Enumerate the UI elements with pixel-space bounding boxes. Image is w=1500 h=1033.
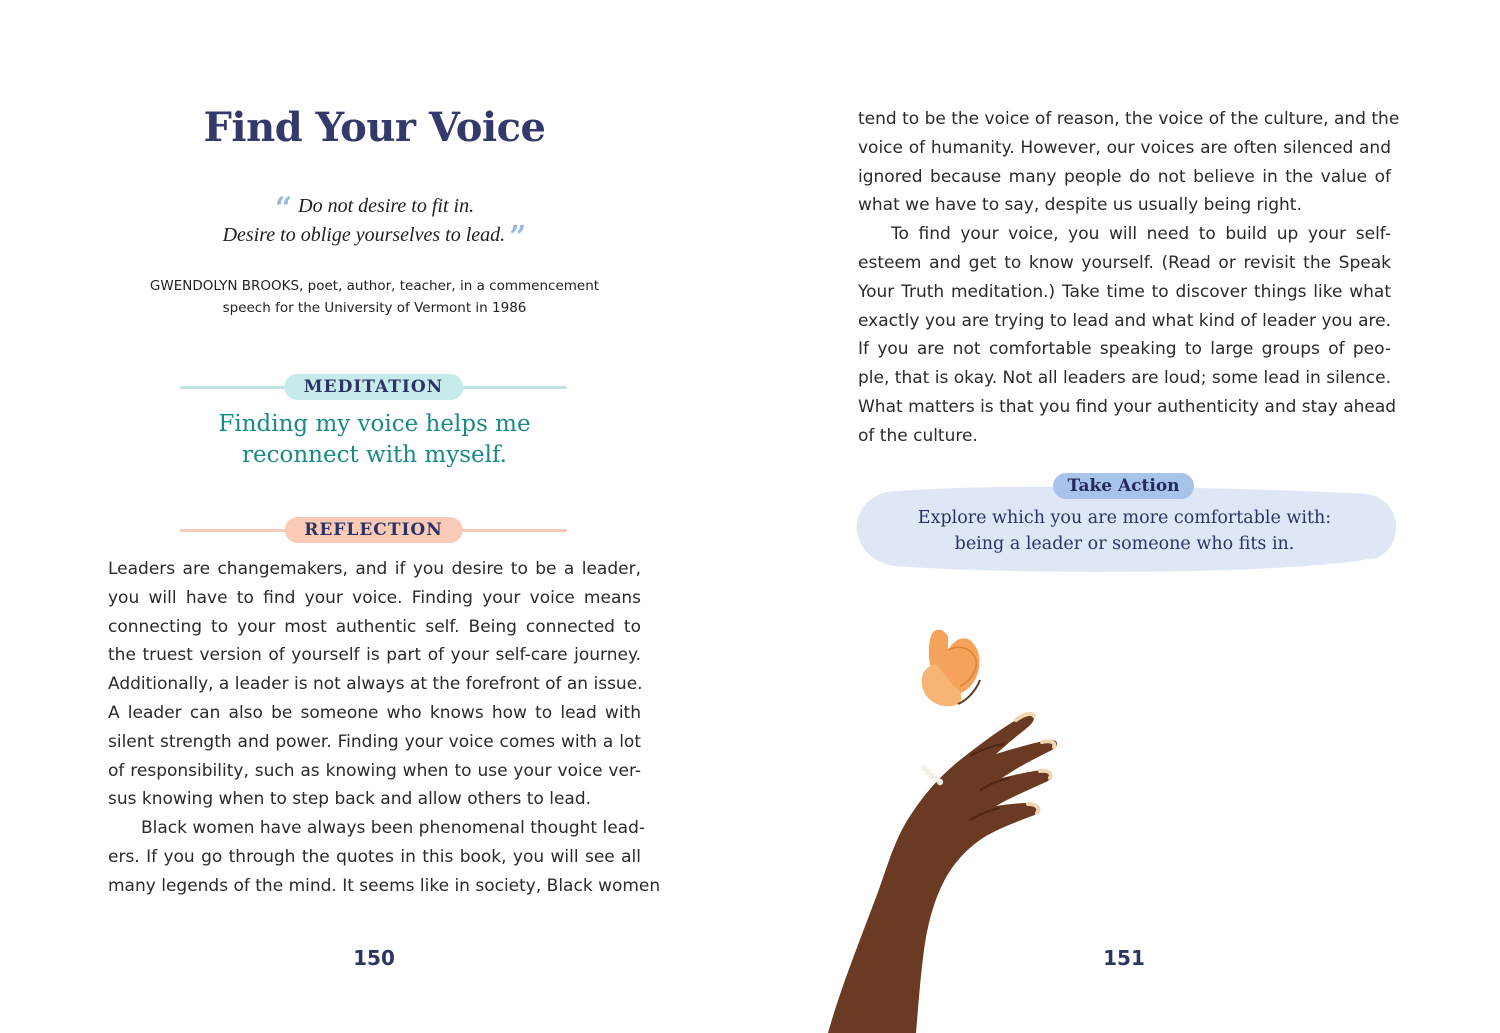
body-line: ignored because many people do not believe in the value of (858, 166, 1391, 187)
affirmation-line-2: reconnect with myself. (242, 442, 507, 468)
body-line: If you are not comfortable speaking to large groups of peo- (858, 339, 1391, 360)
open-quote-icon: “ (274, 191, 293, 226)
quote-line-2 (108, 220, 641, 255)
take-action-text (858, 505, 1391, 557)
take-action-label: Take Action (1053, 473, 1194, 499)
close-quote-icon: ” (509, 220, 527, 255)
take-action-line-1: Explore which you are more comfortable with: (917, 508, 1332, 528)
body-line: voice of humanity. However, our voices are often silenced and (858, 137, 1391, 158)
body-line: connecting to your most authentic self. Being connected to (108, 616, 641, 637)
body-line: the truest version of yourself is part of your self-care journey. (108, 645, 641, 666)
body-line: To find your voice, you will need to build up your self- (891, 224, 1391, 245)
reflection-banner (180, 517, 567, 543)
meditation-label: MEDITATION (284, 374, 463, 400)
quote-line-1 (108, 191, 641, 226)
body-line: exactly you are trying to lead and what kind of leader you are. (858, 310, 1391, 331)
body-line: Leaders are changemakers, and if you desire to be a leader, (108, 559, 641, 579)
quote-attribution (108, 275, 641, 319)
page-title: Find Your Voice (203, 104, 546, 151)
attribution-line-2: speech for the University of Vermont in 1986 (222, 300, 527, 316)
body-line: Your Truth meditation.) Take time to discover things like what (858, 281, 1391, 302)
page-number-left: 150 (353, 946, 395, 970)
affirmation-line-1: Finding my voice helps me (218, 411, 531, 437)
body-line: you will have to find your voice. Finding your voice means (108, 587, 641, 608)
body-line: many legends of the mind. It seems like in society, Black women (108, 875, 661, 896)
hand-with-butterfly-icon (820, 620, 1070, 1033)
body-line: Black women have always been phenomenal thought lead- (141, 818, 645, 839)
take-action-line-2: being a leader or someone who fits in. (954, 534, 1295, 554)
body-line: ple, that is okay. Not all leaders are loud; some lead in silence. (858, 368, 1391, 389)
page-number-right: 151 (1103, 946, 1145, 970)
body-line: what we have to say, despite us usually being right. (858, 195, 1302, 216)
quote-text-1: Do not desire to fit in. (298, 195, 475, 217)
epigraph-quote (108, 191, 641, 255)
body-line: of the culture. (858, 425, 978, 446)
right-body (858, 105, 1400, 451)
body-line: ers. If you go through the quotes in this book, you will see all (108, 846, 641, 867)
body-line: tend to be the voice of reason, the voice of the culture, and the (858, 109, 1400, 129)
attribution-line-1: GWENDOLYN BROOKS, poet, author, teacher, in a commencement (149, 278, 600, 294)
body-line: silent strength and power. Finding your voice comes with a lot (108, 731, 641, 752)
body-line: of responsibility, such as knowing when to use your voice ver- (108, 760, 641, 781)
butterfly-icon (922, 630, 980, 707)
meditation-banner (180, 374, 567, 400)
meditation-affirmation (108, 409, 641, 471)
hand-icon (828, 714, 1057, 1033)
quote-text-2: Desire to oblige yourselves to lead. (222, 224, 506, 246)
body-line: What matters is that you find your authenticity and stay ahead (858, 396, 1397, 417)
reflection-body (108, 555, 661, 901)
body-line: Additionally, a leader is not always at the forefront of an issue. (108, 674, 643, 695)
body-line: sus knowing when to step back and allow others to lead. (108, 789, 592, 810)
body-line: A leader can also be someone who knows how to lead with (108, 702, 641, 723)
body-line: esteem and get to know yourself. (Read or revisit the Speak (858, 252, 1391, 273)
reflection-label: REFLECTION (284, 517, 463, 543)
ring-icon (921, 765, 943, 785)
